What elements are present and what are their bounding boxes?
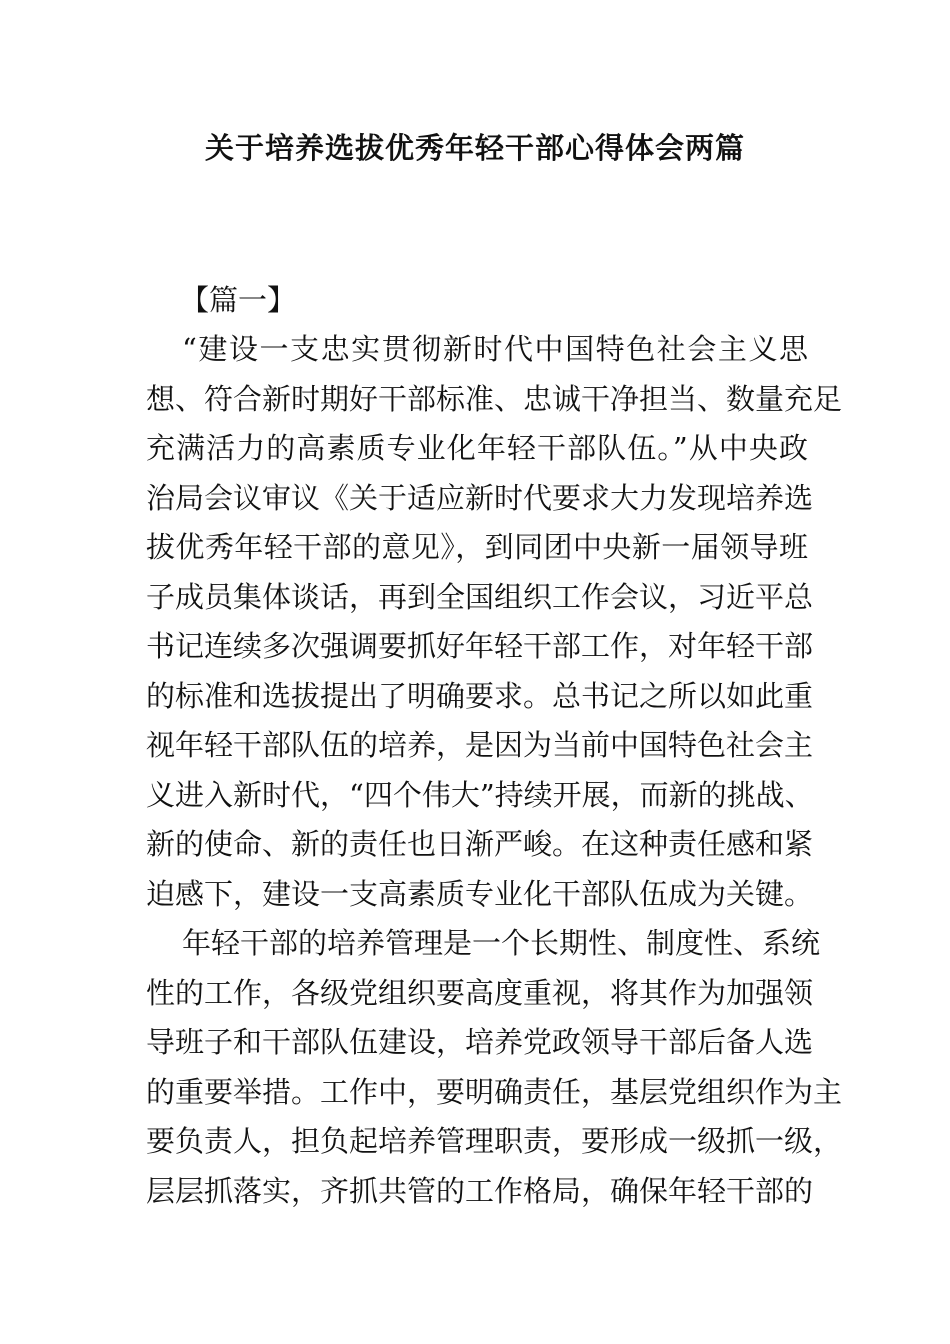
body-line: 义进入新时代，“四个伟大”持续开展，而新的挑战、	[146, 777, 814, 812]
body-line: 拔优秀年轻干部的意见》，到同团中央新一届领导班	[146, 530, 808, 564]
body-line: 年轻干部的培养管理是一个长期性、制度性、系统	[182, 926, 821, 960]
body-line: 新的使命、新的责任也日渐严峻。在这种责任感和紧	[146, 827, 814, 861]
body-line: 书记连续多次强调要抓好年轻干部工作，对年轻干部	[146, 629, 814, 663]
body-line: 要负责人，担负起培养管理职责，要形成一级抓一级，	[146, 1124, 843, 1158]
section-label: 【篇一】	[180, 283, 297, 317]
body-line: “建设一支忠实贯彻新时代中国特色社会主义思	[182, 332, 808, 366]
body-line: 的标准和选拔提出了明确要求。总书记之所以如此重	[146, 678, 814, 713]
body-line: 的重要举措。工作中，要明确责任，基层党组织作为主	[146, 1074, 843, 1109]
body-line: 视年轻干部队伍的培养，是因为当前中国特色社会主	[146, 728, 814, 762]
body-line: 充满活力的高素质专业化年轻干部队伍。”从中央政	[146, 431, 808, 465]
body-line: 想、符合新时期好干部标准、忠诚干净担当、数量充足	[146, 381, 843, 416]
body-line: 导班子和干部队伍建设，培养党政领导干部后备人选	[146, 1025, 814, 1059]
body-line: 治局会议审议《关于适应新时代要求大力发现培养选	[146, 480, 814, 515]
body-line: 性的工作，各级党组织要高度重视，将其作为加强领	[146, 975, 814, 1010]
document-title: 关于培养选拔优秀年轻干部心得体会两篇	[204, 131, 745, 165]
body-line: 迫感下，建设一支高素质专业化干部队伍成为关键。	[146, 876, 814, 911]
document-body	[146, 325, 843, 1216]
body-line: 层层抓落实，齐抓共管的工作格局，确保年轻干部的	[146, 1173, 814, 1208]
body-line: 子成员集体谈话，再到全国组织工作会议，习近平总	[146, 579, 814, 614]
